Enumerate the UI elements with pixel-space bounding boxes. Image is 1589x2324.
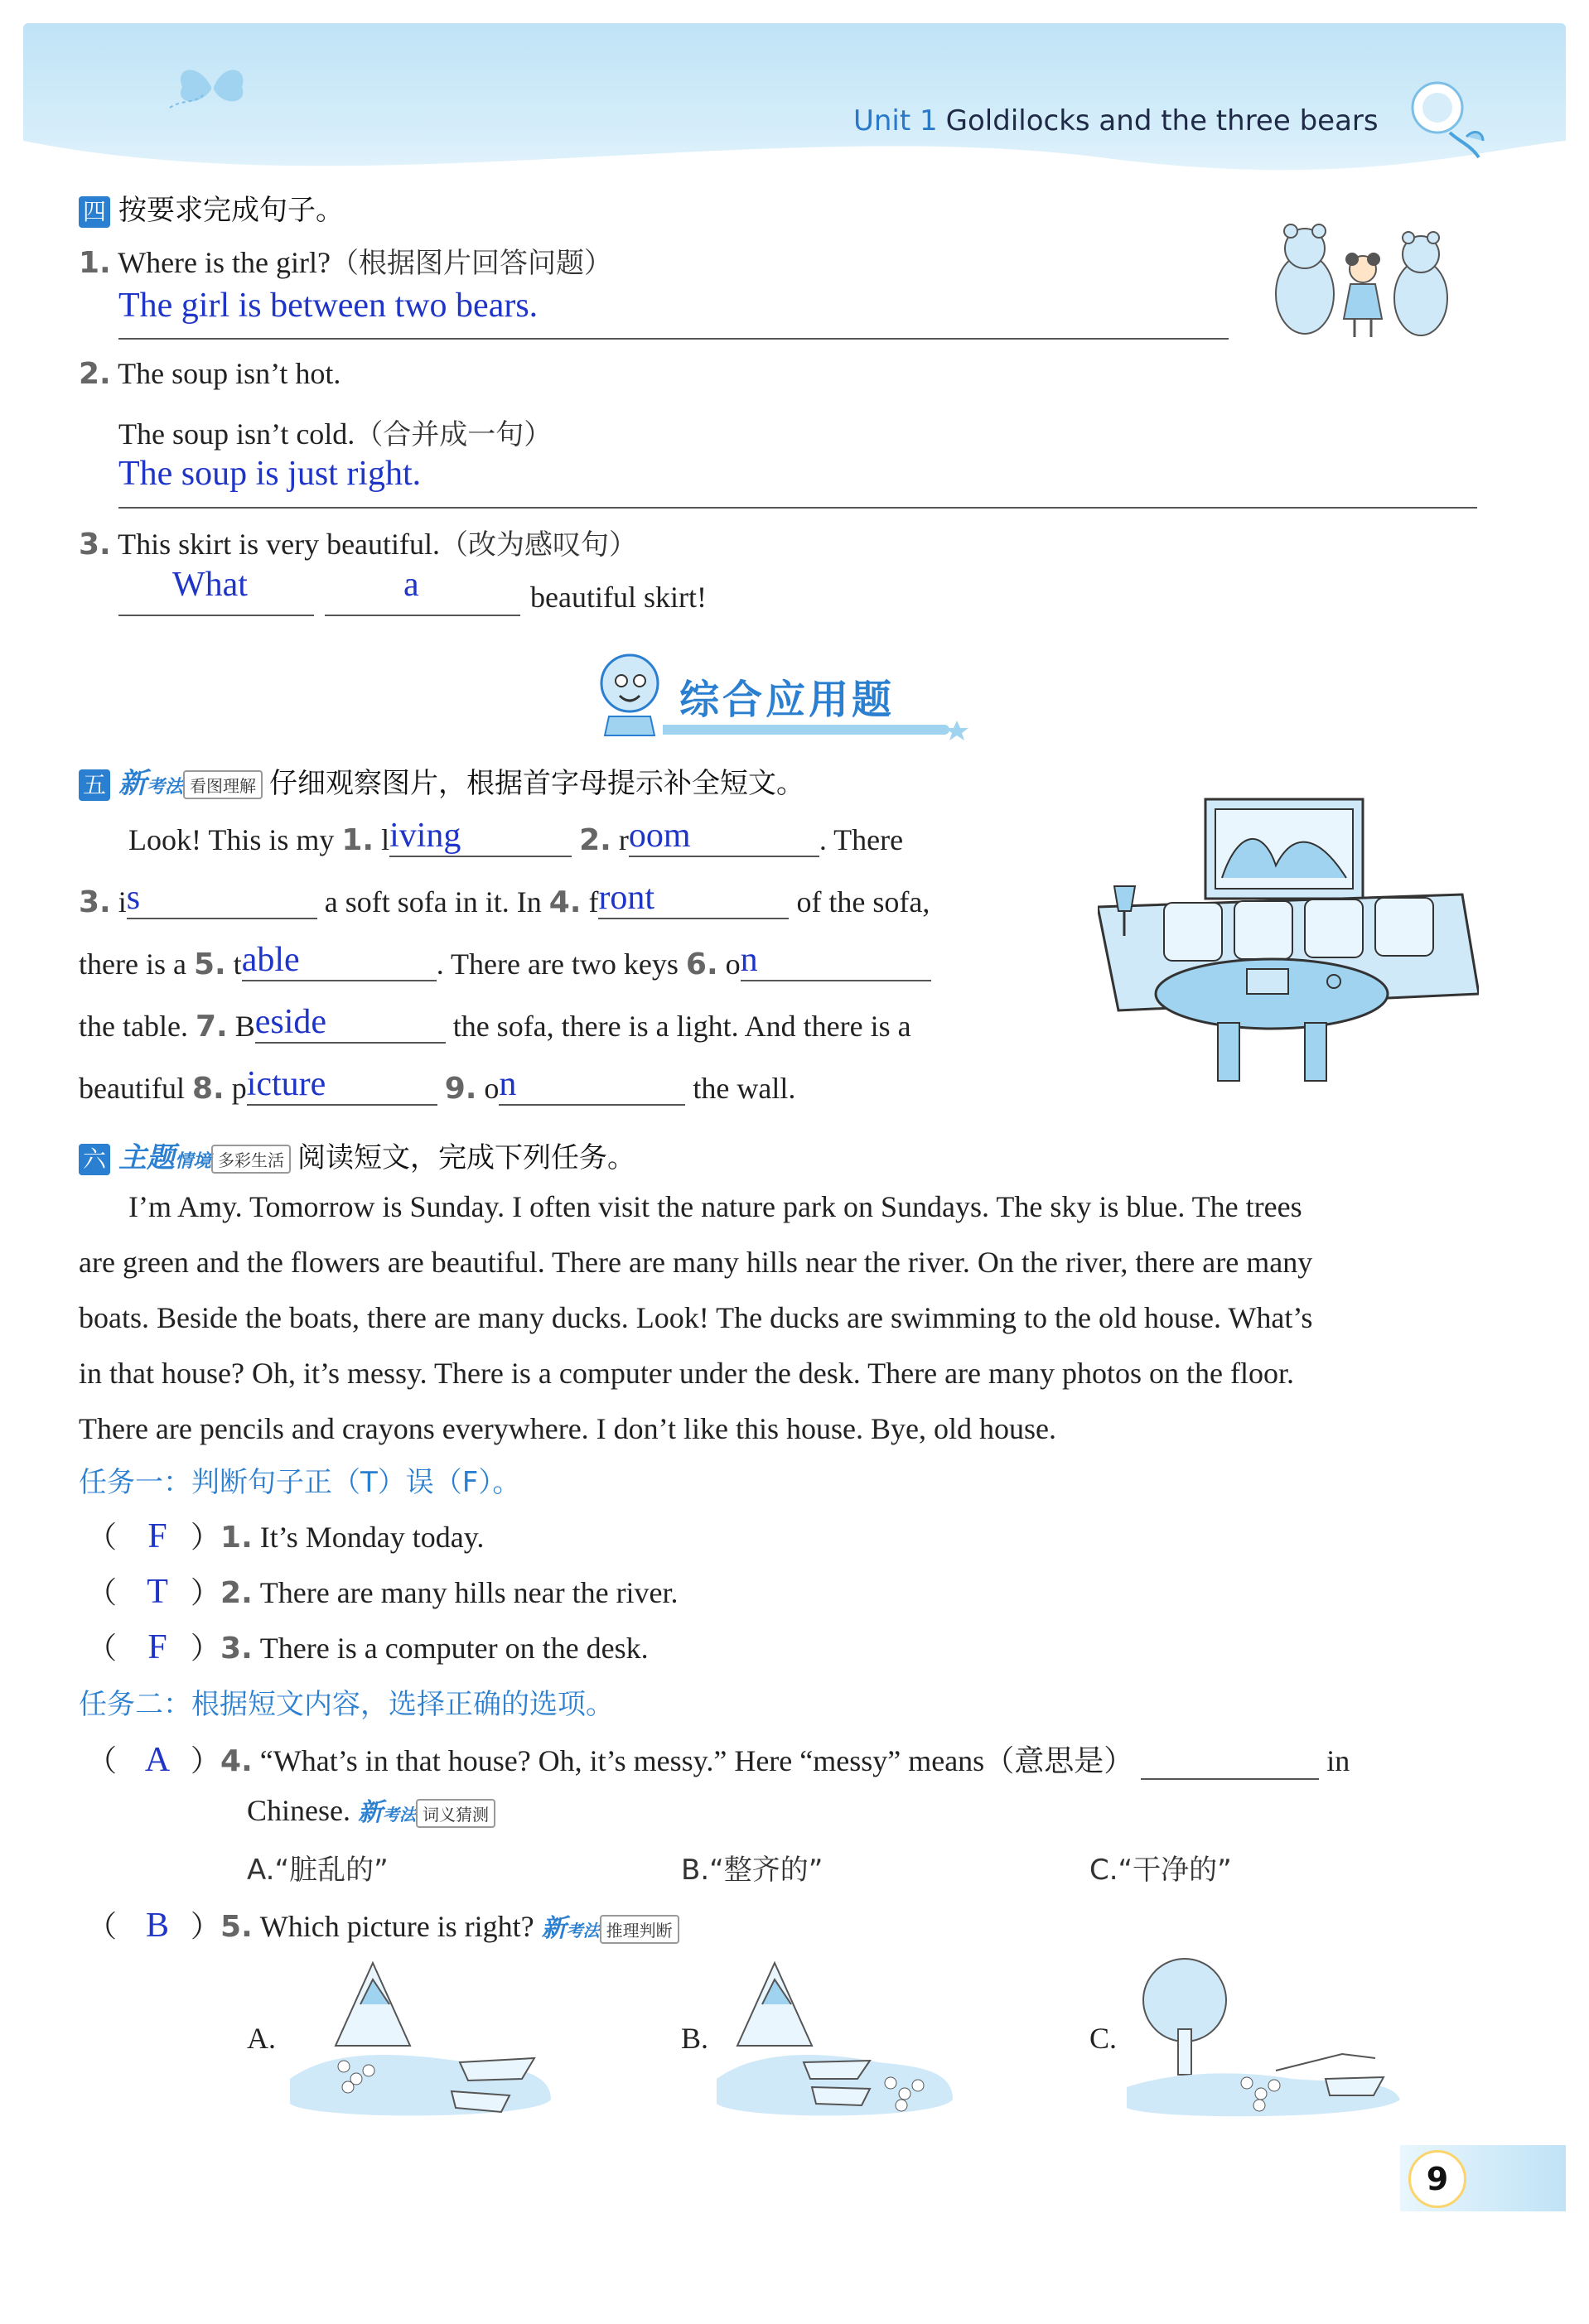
tf-item: （ F ）1. It’s Monday today. <box>87 1517 485 1555</box>
s5-l3-text: there is a <box>79 947 186 981</box>
s5-answer8: icture <box>246 1065 326 1103</box>
tf-num: 2. <box>220 1576 253 1610</box>
s5-l4-tail: the sofa, there is a light. And there is a <box>452 1010 911 1043</box>
living-room-picture <box>1098 795 1479 1093</box>
q4-blank <box>1141 1743 1319 1780</box>
s5-line1 <box>128 816 903 857</box>
tf-item: （ F ）3. There is a computer on the desk. <box>87 1628 649 1666</box>
s5-answer1: iving <box>389 817 461 855</box>
q5-answer: B <box>146 1907 170 1945</box>
tf-item: （ T ）2. There are many hills near the river. <box>87 1573 679 1611</box>
s5-l2-tail: of the sofa, <box>796 885 930 919</box>
q4-chinese-word: Chinese. <box>247 1794 350 1827</box>
q5-tag-kaofa: 考法 <box>566 1921 600 1941</box>
q5-picture-a <box>286 1955 559 2120</box>
section6-heading <box>79 1135 635 1175</box>
unit-name: Goldilocks and the three bears <box>945 104 1379 137</box>
tf-num: 1. <box>220 1521 253 1555</box>
s5-prefix8: p <box>231 1072 247 1105</box>
s4-q1-answer-line <box>118 338 1229 340</box>
s6-passage-line: I’m Amy. Tomorrow is Sunday. I often visit the nature park on Sundays. The sky is blue. The trees <box>128 1190 1302 1223</box>
s5-line5 <box>79 1064 795 1106</box>
s5-num4: 4. <box>548 885 582 919</box>
section6-tag-ctx: 情境 <box>175 1151 212 1172</box>
s5-num9: 9. <box>444 1072 477 1106</box>
q4-option-b: B.“整齐的” <box>681 1854 823 1887</box>
s6-passage-line: boats. Beside the boats, there are many ducks. Look! The ducks are swimming to the old house. What’s <box>79 1301 1313 1334</box>
s5-blank9 <box>499 1064 685 1106</box>
s5-l2-text: a soft sofa in it. In <box>324 885 542 919</box>
s5-num2: 2. <box>579 823 611 857</box>
section6-tag-box: 多彩生活 <box>211 1145 291 1174</box>
s4-q2-note: （合并成一句） <box>355 418 553 451</box>
s5-blank7 <box>255 1002 446 1044</box>
s5-blank4 <box>598 878 789 919</box>
s5-num6: 6. <box>685 947 718 981</box>
s5-prefix4: f <box>588 885 599 919</box>
s4-q3-text: This skirt is very beautiful. <box>118 528 441 561</box>
s5-num8: 8. <box>191 1072 225 1106</box>
s5-prefix5: t <box>233 947 242 981</box>
tf-answer: F <box>147 1517 167 1555</box>
s5-answer3: s <box>126 879 141 917</box>
s5-prefix3: i <box>118 885 127 919</box>
s4-q3-tail: beautiful skirt! <box>530 581 707 614</box>
q5-num: 5. <box>220 1910 253 1944</box>
q5-picture-b <box>712 1955 961 2120</box>
butterfly-icon <box>166 58 257 116</box>
section5-tag-box: 看图理解 <box>183 770 263 799</box>
banner-underline <box>663 717 969 742</box>
task2-heading: 任务二：根据短文内容，选择正确的选项。 <box>79 1688 614 1721</box>
section5-tag-new: 新 <box>118 767 147 800</box>
tf-text: There is a computer on the desk. <box>259 1632 649 1665</box>
q4-num: 4. <box>220 1744 253 1778</box>
s4-q3 <box>79 522 637 562</box>
s4-q3-blank2 <box>325 615 520 616</box>
s5-l3-tail: . There are two keys <box>436 947 679 981</box>
s6-passage-line: in that house? Oh, it’s messy. There is a computer under the desk. There are many photos on the floor. <box>79 1357 1294 1390</box>
s5-l4-text: the table. <box>79 1010 188 1043</box>
task1-heading: 任务一：判断句子正（T）误（F）。 <box>79 1466 521 1499</box>
s5-line2 <box>79 878 930 919</box>
s4-q2-answer-line <box>118 507 1477 509</box>
q4-tag-new: 新 <box>357 1798 383 1827</box>
s5-line4 <box>79 1002 911 1044</box>
section5-tag-kaofa: 考法 <box>147 777 184 798</box>
q4-option-c: C.“干净的” <box>1089 1854 1232 1887</box>
s5-answer6: n <box>740 941 758 979</box>
tf-text: It’s Monday today. <box>259 1521 485 1554</box>
tf-num: 3. <box>220 1632 253 1666</box>
q4-text: “What’s in that house? Oh, it’s messy.” Here “messy” means（意思是） <box>259 1744 1134 1777</box>
unit-label: Unit 1 <box>853 104 938 137</box>
q5-picture-c <box>1127 1955 1408 2120</box>
s4-q3-answer1: What <box>172 566 248 604</box>
tf-text: There are many hills near the river. <box>259 1576 679 1609</box>
section5-badge: 五 <box>79 769 110 801</box>
s5-prefix1: l <box>381 823 390 856</box>
s4-q2-line2 <box>118 412 552 452</box>
s4-q2-num: 2. <box>79 357 111 391</box>
s5-blank3 <box>127 878 317 919</box>
section4-title: 按要求完成句子。 <box>118 194 344 227</box>
s5-num3: 3. <box>79 885 111 919</box>
s4-q1-answer: The girl is between two bears. <box>118 287 539 325</box>
s4-q2-text2: The soup isn’t cold. <box>118 417 355 451</box>
s4-q2-text1: The soup isn’t hot. <box>118 357 341 390</box>
q4-tag-kaofa: 考法 <box>382 1805 416 1825</box>
section4-badge: 四 <box>79 196 110 228</box>
q4-tag-box: 词义猜测 <box>416 1799 495 1828</box>
comprehensive-title: 综合应用题 <box>679 677 896 723</box>
s4-q1-num: 1. <box>79 246 111 280</box>
q4-line1: （ A ）4. “What’s in that house? Oh, it’s messy.” Here “messy” means（意思是） in <box>87 1741 1350 1779</box>
tf-answer: F <box>147 1628 167 1666</box>
s4-q3-answer2: a <box>403 566 419 604</box>
tf-answer: T <box>147 1573 168 1611</box>
s4-q3-note: （改为感叹句） <box>440 528 638 562</box>
q4-line2 <box>247 1791 502 1828</box>
s5-blank5 <box>242 940 437 981</box>
s5-answer4: ront <box>598 879 655 917</box>
s4-q1 <box>79 240 612 281</box>
s5-l1-text: Look! This is my <box>128 823 335 856</box>
sun-flower-icon <box>1400 75 1491 166</box>
s4-q3-num: 3. <box>79 528 111 562</box>
s5-prefix6: o <box>725 947 741 981</box>
q4-answer: A <box>144 1741 171 1779</box>
s5-blank8 <box>247 1064 437 1106</box>
unit-title <box>853 104 1379 137</box>
section5-title: 仔细观察图片，根据首字母提示补全短文。 <box>269 767 805 800</box>
q5-option-a-label: A. <box>247 2022 276 2055</box>
s4-q2-answer: The soup is just right. <box>118 455 422 493</box>
s5-l1-tail: . There <box>819 823 904 856</box>
s5-blank2 <box>629 816 819 857</box>
section6-title: 阅读短文，完成下列任务。 <box>297 1141 636 1174</box>
q5-option-c-label: C. <box>1089 2022 1118 2055</box>
s5-prefix9: o <box>484 1072 500 1105</box>
s6-passage-line: There are pencils and crayons everywhere. I don’t like this house. Bye, old house. <box>79 1412 1056 1445</box>
q5-option-b-label: B. <box>681 2022 709 2055</box>
section6-tag-main: 主题 <box>118 1141 175 1174</box>
s5-num1: 1. <box>341 823 374 857</box>
s6-passage-line: are green and the flowers are beautiful. There are many hills near the river. On the river, there are many <box>79 1246 1313 1279</box>
s5-prefix7: B <box>234 1010 255 1043</box>
s5-l5-text: beautiful <box>79 1072 185 1105</box>
s6-passage <box>79 1179 1479 1457</box>
bears-and-girl-picture <box>1268 219 1458 344</box>
s5-blank6 <box>741 940 931 981</box>
s5-answer2: oom <box>628 817 691 855</box>
s5-prefix2: r <box>618 823 629 856</box>
s5-l5-tail: the wall. <box>693 1072 796 1105</box>
q5-text: Which picture is right? <box>259 1910 534 1943</box>
page-number: 9 <box>1408 2150 1466 2208</box>
s5-line3 <box>79 940 931 981</box>
section4-heading <box>79 187 344 228</box>
s5-answer5: able <box>241 941 300 979</box>
q4-option-a: A.“脏乱的” <box>247 1854 389 1887</box>
s5-blank1 <box>389 816 572 857</box>
q4-tail: in <box>1326 1744 1350 1777</box>
q5-tag-new: 新 <box>541 1914 567 1943</box>
s5-num7: 7. <box>195 1010 228 1044</box>
s4-q1-text: Where is the girl? <box>118 246 331 279</box>
q5-tag-box: 推理判断 <box>600 1915 679 1944</box>
s4-q2-line1 <box>79 356 340 391</box>
s4-q3-blank1 <box>118 615 314 616</box>
s5-num5: 5. <box>193 947 226 981</box>
s4-q1-note: （根据图片回答问题） <box>330 247 612 280</box>
q5-line: （ B ）5. Which picture is right? 新考法 推理判断 <box>87 1903 686 1946</box>
section6-badge: 六 <box>79 1144 110 1175</box>
section5-heading <box>79 760 804 801</box>
s5-answer9: n <box>499 1065 517 1103</box>
s5-answer7: eside <box>254 1003 326 1041</box>
